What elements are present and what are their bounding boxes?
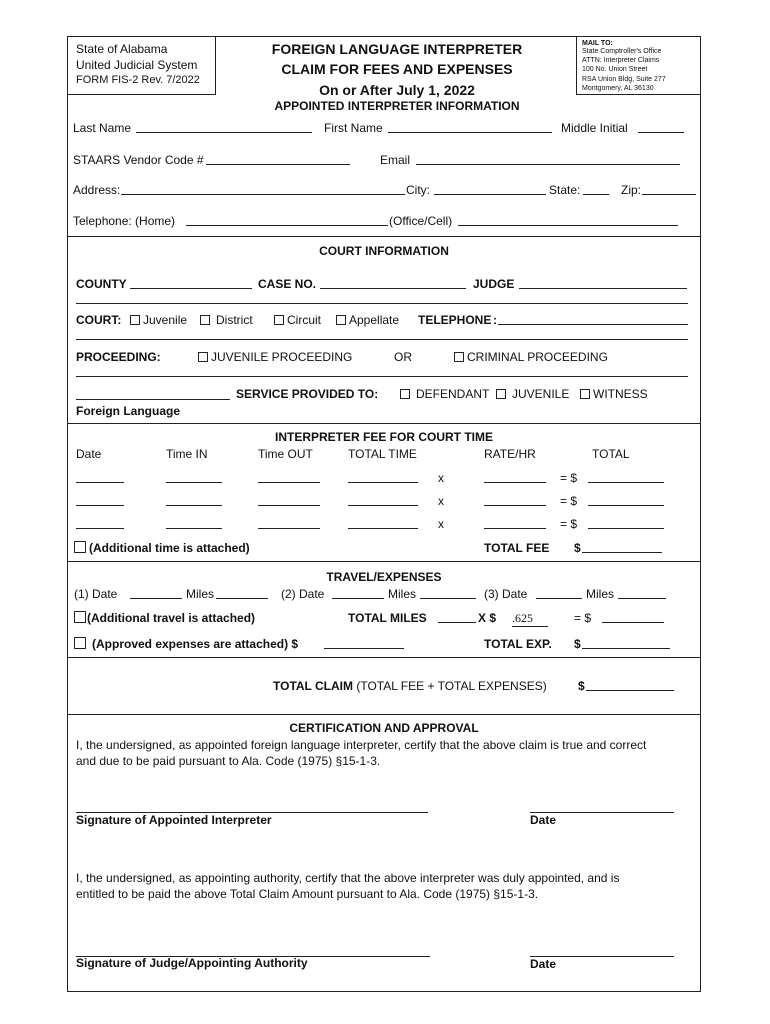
criminal-proceeding-option[interactable] xyxy=(454,350,608,364)
county-label: COUNTY xyxy=(76,277,127,291)
fee-time-out-field[interactable] xyxy=(258,471,320,483)
fee-time-out-field[interactable] xyxy=(258,494,320,506)
mail-line: 100 No. Union Street xyxy=(582,66,648,73)
total-claim-dollar: $ xyxy=(578,679,585,693)
form-title-line3: On or After July 1, 2022 xyxy=(319,82,475,98)
form-frame xyxy=(67,36,701,992)
juvenile-proceeding-option[interactable] xyxy=(198,350,352,364)
total-exp-dollar: $ xyxy=(574,637,581,651)
checkbox[interactable] xyxy=(580,389,590,399)
travel-miles1-label: Miles xyxy=(186,587,215,601)
fee-total-time-field[interactable] xyxy=(348,471,418,483)
travel-miles3-label: Miles xyxy=(586,587,615,601)
fee-total-field[interactable] xyxy=(588,517,664,529)
additional-travel-option[interactable] xyxy=(74,611,255,625)
fee-time-in-field[interactable] xyxy=(166,517,222,529)
fee-time-out-field[interactable] xyxy=(258,517,320,529)
fee-total-time-field[interactable] xyxy=(348,517,418,529)
service-provided-label: SERVICE PROVIDED TO: xyxy=(236,387,379,401)
court-heading: COURT INFORMATION xyxy=(319,244,449,258)
case-no-field[interactable] xyxy=(320,277,466,289)
last-name-field[interactable] xyxy=(136,121,312,133)
fee-date-field[interactable] xyxy=(76,471,124,483)
total-miles-label: TOTAL MILES xyxy=(348,611,427,625)
telephone-home-field[interactable] xyxy=(186,214,388,226)
travel-date2-label: (2) Date xyxy=(281,587,325,601)
fee-date-field[interactable] xyxy=(76,494,124,506)
service-option-witness[interactable] xyxy=(580,387,648,401)
fee-total-field[interactable] xyxy=(588,471,664,483)
or-label: OR xyxy=(394,350,412,364)
total-claim-field[interactable] xyxy=(586,679,674,691)
telephone-label: TELEPHONE xyxy=(418,313,492,327)
checkbox[interactable] xyxy=(130,315,140,325)
mileage-x-rate: X $ xyxy=(478,611,497,625)
form-title-line1: FOREIGN LANGUAGE INTERPRETER xyxy=(271,41,523,57)
fee-x: x xyxy=(438,471,444,485)
col-time-out: Time OUT xyxy=(258,447,313,461)
mail-line: RSA Union Bldg, Suite 277 xyxy=(582,76,666,83)
additional-time-option[interactable] xyxy=(74,541,250,555)
fee-x: x xyxy=(438,517,444,531)
divider xyxy=(68,561,700,562)
checkbox[interactable] xyxy=(274,315,284,325)
mail-line: State Comptroller's Office xyxy=(582,48,662,55)
total-fee-label: TOTAL FEE xyxy=(484,541,550,555)
certification-text2-line2: entitled to be paid the above Total Claim Amount pursuant to Ala. Code (1975) §15-1-3. xyxy=(76,887,539,901)
checkbox[interactable] xyxy=(454,352,464,362)
vendor-code-field[interactable] xyxy=(206,153,350,165)
checkbox[interactable] xyxy=(200,315,210,325)
mileage-total-field[interactable] xyxy=(602,611,664,623)
proceeding-label: PROCEEDING: xyxy=(76,350,161,364)
mileage-rate-value xyxy=(512,611,548,627)
total-fee-field[interactable] xyxy=(582,541,662,553)
col-date: Date xyxy=(76,447,102,461)
fee-rate-field[interactable] xyxy=(484,517,546,529)
travel-miles2-label: Miles xyxy=(388,587,417,601)
foreign-language-field[interactable] xyxy=(76,388,230,400)
fee-heading: INTERPRETER FEE FOR COURT TIME xyxy=(274,430,493,444)
total-exp-field[interactable] xyxy=(582,637,670,649)
mileage-rate-text: .625 xyxy=(512,611,533,625)
divider xyxy=(68,657,700,658)
telephone-colon: : xyxy=(493,313,497,327)
mileage-eq: = $ xyxy=(574,611,592,625)
form-title-line2: CLAIM FOR FEES AND EXPENSES xyxy=(281,61,513,77)
total-miles-field[interactable] xyxy=(438,611,476,623)
court-telephone-field[interactable] xyxy=(498,313,688,325)
service-option-juvenile[interactable] xyxy=(496,387,569,401)
judge-field[interactable] xyxy=(519,277,687,289)
fee-time-in-field[interactable] xyxy=(166,471,222,483)
total-claim-label: TOTAL CLAIM xyxy=(273,679,353,693)
fee-total-time-field[interactable] xyxy=(348,494,418,506)
col-total-time: TOTAL TIME xyxy=(348,447,417,461)
city-label: City: xyxy=(406,183,430,197)
office-cell-label: (Office/Cell) xyxy=(389,214,453,228)
option-label: District xyxy=(216,313,253,327)
city-field[interactable] xyxy=(434,183,546,195)
travel-miles3-field[interactable] xyxy=(618,587,666,599)
case-no-label: CASE NO. xyxy=(258,277,317,291)
fee-date-field[interactable] xyxy=(76,517,124,529)
first-name-field[interactable] xyxy=(388,121,552,133)
checkbox[interactable] xyxy=(198,352,208,362)
option-label: Appellate xyxy=(349,313,400,327)
state-field[interactable] xyxy=(583,183,609,195)
total-claim-row xyxy=(273,679,547,693)
judge-date-label: Date xyxy=(530,957,557,971)
court-option-juvenile[interactable] xyxy=(130,313,187,327)
travel-heading: TRAVEL/EXPENSES xyxy=(326,570,442,584)
office-cell-field[interactable] xyxy=(458,214,678,226)
judge-date-field[interactable] xyxy=(530,945,674,957)
travel-date1-field[interactable] xyxy=(130,587,182,599)
foreign-language-label: Foreign Language xyxy=(76,404,181,418)
option-label: Juvenile xyxy=(143,313,188,327)
fee-rate-field[interactable] xyxy=(484,494,546,506)
court-option-circuit[interactable] xyxy=(274,313,321,327)
address-label: Address: xyxy=(73,183,121,197)
travel-date3-label: (3) Date xyxy=(484,587,528,601)
option-label: JUVENILE xyxy=(512,387,570,401)
certification-text1-line2: and due to be paid pursuant to Ala. Code (1975) §15-1-3. xyxy=(76,754,381,768)
travel-date1-label: (1) Date xyxy=(74,587,118,601)
approved-expenses-option[interactable] xyxy=(74,637,298,651)
middle-initial-label: Middle Initial xyxy=(561,121,628,135)
fee-eq: = $ xyxy=(560,494,578,508)
option-label: CRIMINAL PROCEEDING xyxy=(467,350,608,364)
travel-date2-field[interactable] xyxy=(332,587,384,599)
option-label: (Additional travel is attached) xyxy=(87,611,256,625)
checkbox[interactable] xyxy=(400,389,410,399)
judge-signature-label: Signature of Judge/Appointing Authority xyxy=(76,956,308,970)
checkbox[interactable] xyxy=(496,389,506,399)
fee-time-in-field[interactable] xyxy=(166,494,222,506)
interpreter-date-label: Date xyxy=(530,813,557,827)
zip-label: Zip: xyxy=(621,183,642,197)
checkbox[interactable] xyxy=(336,315,346,325)
total-exp-label: TOTAL EXP. xyxy=(484,637,552,651)
judge-label: JUDGE xyxy=(473,277,515,291)
zip-field[interactable] xyxy=(642,183,696,195)
telephone-home-label: Telephone: (Home) xyxy=(73,214,176,228)
court-extra-line[interactable] xyxy=(76,329,688,340)
fee-eq: = $ xyxy=(560,517,578,531)
travel-date3-field[interactable] xyxy=(536,587,582,599)
col-time-in: Time IN xyxy=(166,447,208,461)
form-number: FORM FIS-2 Rev. 7/2022 xyxy=(76,74,200,86)
certification-text1-line1: I, the undersigned, as appointed foreign language interpreter, certify that the above claim is true and correct xyxy=(76,738,647,752)
fee-x: x xyxy=(438,494,444,508)
proceeding-extra-line[interactable] xyxy=(76,366,688,377)
checkbox[interactable] xyxy=(74,611,86,623)
divider xyxy=(68,236,700,237)
vendor-code-label: STAARS Vendor Code # xyxy=(73,153,204,167)
fee-total-field[interactable] xyxy=(588,494,664,506)
col-rate: RATE/HR xyxy=(484,447,536,461)
certification-heading: CERTIFICATION AND APPROVAL xyxy=(289,721,479,735)
divider xyxy=(68,423,700,424)
total-fee-dollar: $ xyxy=(574,541,581,555)
court-extra-line[interactable] xyxy=(76,293,688,304)
option-label: Circuit xyxy=(287,313,322,327)
email-field[interactable] xyxy=(416,153,680,165)
court-option-district[interactable] xyxy=(200,313,253,327)
service-option-defendant[interactable] xyxy=(400,387,489,401)
appointed-heading: APPOINTED INTERPRETER INFORMATION xyxy=(274,99,520,113)
option-label: (Additional time is attached) xyxy=(89,541,250,555)
col-total: TOTAL xyxy=(592,447,630,461)
court-option-appellate[interactable] xyxy=(336,313,399,327)
mail-line: ATTN: Interpreter Claims xyxy=(582,57,660,64)
approved-expenses-field[interactable] xyxy=(324,637,404,649)
interpreter-signature-label: Signature of Appointed Interpreter xyxy=(76,813,272,827)
option-label: DEFENDANT xyxy=(416,387,490,401)
travel-miles2-field[interactable] xyxy=(420,587,476,599)
middle-initial-field[interactable] xyxy=(638,121,684,133)
option-label: (Approved expenses are attached) $ xyxy=(92,637,299,651)
first-name-label: First Name xyxy=(324,121,383,135)
checkbox[interactable] xyxy=(74,637,86,649)
county-field[interactable] xyxy=(130,277,252,289)
checkbox[interactable] xyxy=(74,541,86,553)
travel-miles1-field[interactable] xyxy=(216,587,268,599)
certification-text2-line1: I, the undersigned, as appointing authority, certify that the above interpreter was duly appointed, and is xyxy=(76,871,620,885)
court-label: COURT: xyxy=(76,313,122,327)
address-field[interactable] xyxy=(121,183,405,195)
fee-rate-field[interactable] xyxy=(484,471,546,483)
fee-eq: = $ xyxy=(560,471,578,485)
issuer-line2: United Judicial System xyxy=(76,58,198,72)
total-claim-detail: (TOTAL FEE + TOTAL EXPENSES) xyxy=(356,679,547,693)
state-label: State: xyxy=(549,183,581,197)
mail-line: Montgomery, AL 36130 xyxy=(582,85,654,92)
issuer-line1: State of Alabama xyxy=(76,42,168,56)
divider xyxy=(68,714,700,715)
email-label: Email xyxy=(380,153,411,167)
option-label: JUVENILE PROCEEDING xyxy=(211,350,353,364)
option-label: WITNESS xyxy=(593,387,648,401)
last-name-label: Last Name xyxy=(73,121,132,135)
interpreter-signature-field[interactable] xyxy=(76,801,428,813)
interpreter-date-field[interactable] xyxy=(530,801,674,813)
mail-to-label: MAIL TO: xyxy=(582,40,613,47)
